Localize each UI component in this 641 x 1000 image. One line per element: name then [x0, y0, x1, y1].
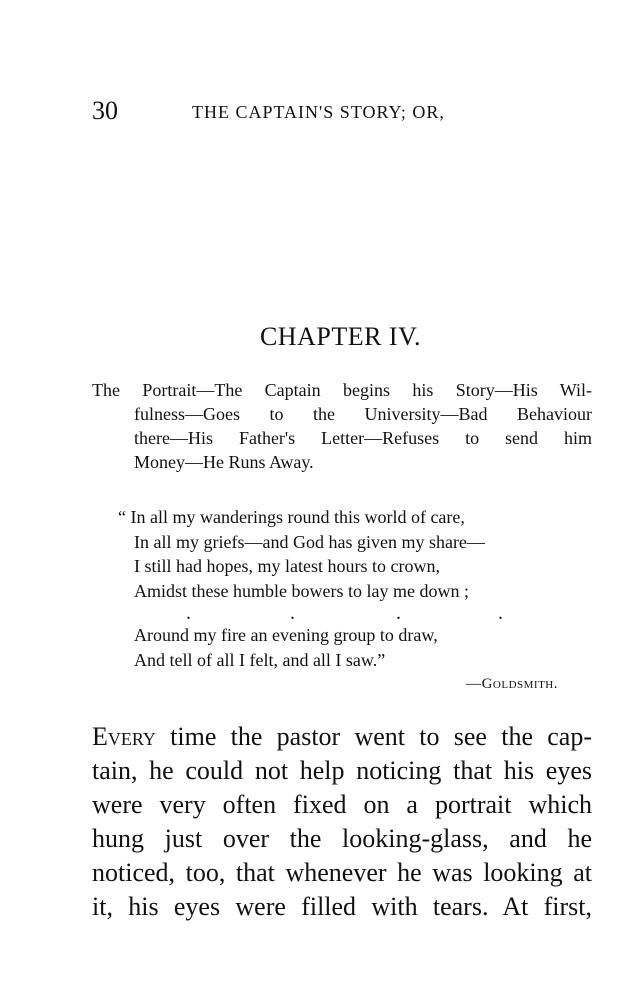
body-line: it, his eyes were filled with tears. At first, — [92, 892, 592, 921]
running-head — [92, 96, 552, 128]
summary-line: fulness—Goes to the University—Bad Behaviour — [134, 404, 592, 424]
verse-line: Amidst these humble bowers to lay me down ; — [134, 580, 469, 601]
verse-line: And tell of all I felt, and all I saw.” — [134, 649, 386, 670]
ellipsis-dot: . — [186, 602, 191, 624]
summary-line: The Portrait—The Captain begins his Story—His Wil- — [92, 380, 592, 400]
chapter-title: CHAPTER IV. — [259, 322, 422, 351]
ellipsis-dot: . — [290, 602, 295, 624]
body-line: noticed, too, that whenever he was looking at — [92, 858, 592, 887]
body-line: were very often fixed on a portrait which — [92, 790, 592, 819]
body-line: tain, he could not help noticing that his eyes — [92, 756, 592, 785]
page-number: 30 — [92, 96, 118, 125]
verse-ellipsis — [134, 603, 588, 623]
body-line: hung just over the looking-glass, and he — [92, 824, 592, 853]
verse-line: In all my griefs—and God has given my share— — [134, 531, 485, 552]
epigraph-verse — [118, 505, 588, 697]
verse-line: Around my fire an evening group to draw, — [134, 625, 438, 645]
verse-line: “ In all my wanderings round this world of care, — [118, 507, 465, 527]
verse-line: I still had hopes, my latest hours to crown, — [134, 556, 440, 576]
summary-line: there—His Father's Letter—Refuses to send him — [134, 428, 592, 448]
ellipsis-dot: . — [396, 602, 401, 624]
verse-attribution: —Goldsmith. — [466, 676, 558, 692]
ellipsis-dot: . — [498, 602, 503, 624]
chapter-summary — [92, 378, 592, 474]
running-title: THE CAPTAIN'S STORY; OR, — [192, 102, 445, 122]
body-line — [92, 720, 592, 754]
summary-line: Money—He Runs Away. — [134, 452, 314, 472]
body-paragraph — [92, 720, 592, 924]
lead-word: Every — [92, 722, 156, 751]
body-line-rest: time the pastor went to see the cap- — [155, 722, 592, 751]
